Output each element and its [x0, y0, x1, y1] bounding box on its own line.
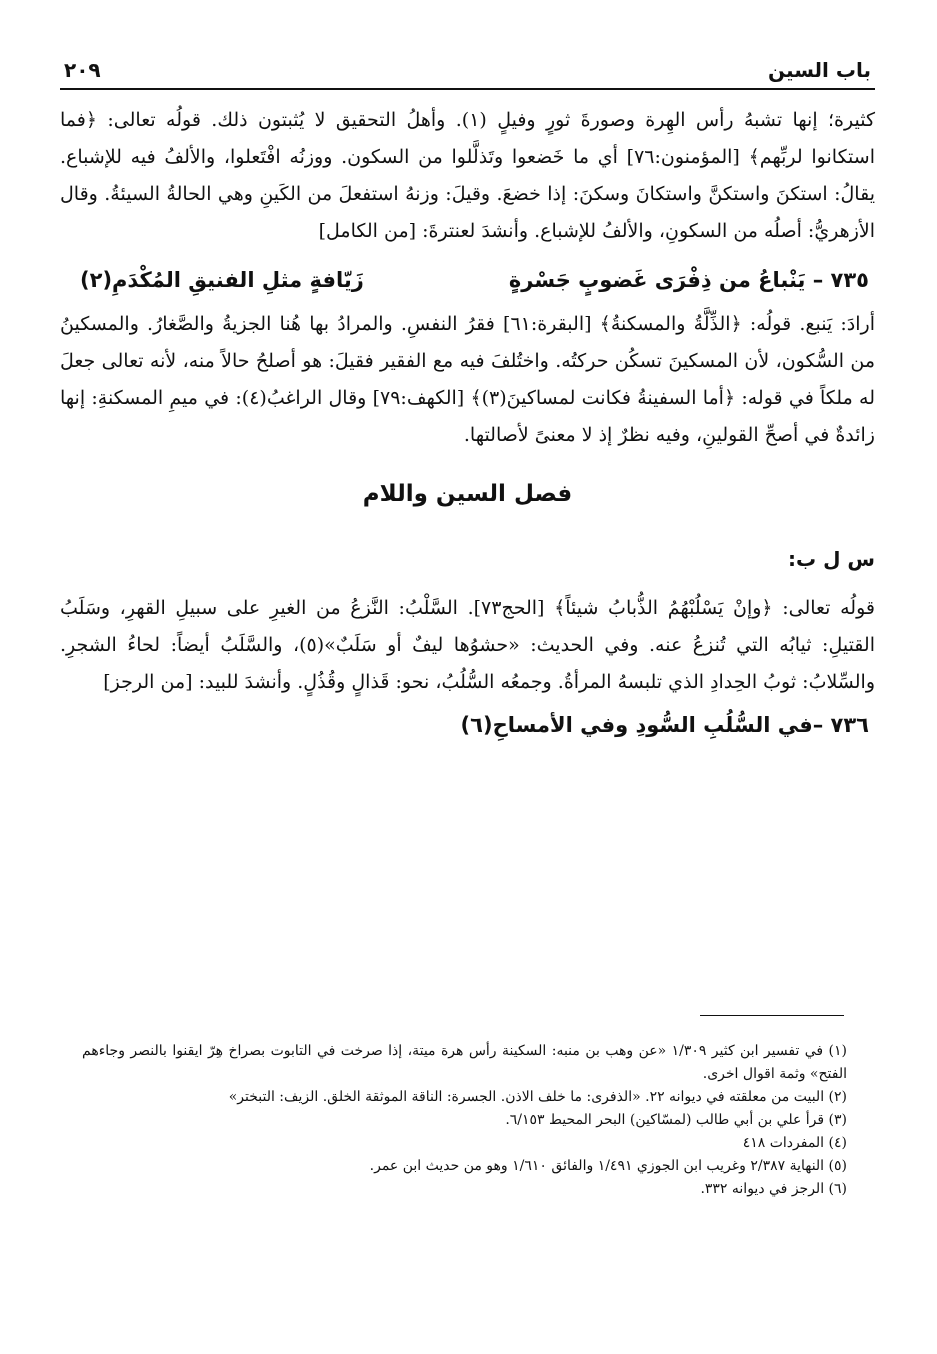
- verse-735-number: ٧٣٥ –: [812, 268, 869, 292]
- verse-736-text: في السُّلُبِ السُّودِ وفي الأمساحِ(٦): [460, 713, 813, 737]
- footnote-1: (١) في تفسير ابن كثير ١/٣٠٩ «عن وهب بن منبه: السكينة رأس هرة ميتة، إذا صرخت في التابوت بصراخ هِرّ ايقنوا بالنصر وجاءهم الفتح» وثمة اقوال اخرى.: [82, 1043, 847, 1082]
- verse-736: [80, 705, 869, 745]
- main-text: [60, 102, 875, 745]
- footnote-2: (٢) البيت من معلقته في ديوانه ٢٢. «الذفرى: ما خلف الاذن. الجسرة: الناقة الموثقة الخلق. الزيف: التبختر»: [228, 1089, 847, 1105]
- footnote-divider: [700, 1015, 844, 1016]
- paragraph-3: قولُه تعالى: ﴿وإنْ يَسْلُبْهُمُ الذُّبابُ شيئاً﴾ [الحج٧٣]. السَّلْبُ: النَّزعُ من الغيرِ على سبيلِ القهرِ، وسَلَبُ القتيلِ: ثيابُه التي تُنزعُ عنه. وفي الحديث: «حشوُها ليفٌ أو سَلَبٌ»(٥)، والسَّلَبُ أيضاً: لحاءُ الشجرِ. والسِّلابُ: ثوبُ الحِدادِ الذي تلبسهُ المرأةُ. وجمعُه السُّلُبُ، نحو: قَذالٍ وقُذُلٍ. وأنشدَ للبيد: [من الرجز]: [60, 597, 875, 693]
- paragraph-2: أرادَ: يَنبع. قولُه: ﴿الذِّلَّةُ والمسكنةُ﴾ [البقرة:٦١] فقرُ النفسِ. والمرادُ بها هُنا الجزيةُ والصَّغارُ. والمسكينُ من السُّكون، لأن المسكينَ تسكُن حركتُه. واختُلفَ فيه مع الفقير فقيلَ: هو أصلحُ حالاً منه، لأنه تعالى جعلَ له ملكاً في قوله: ﴿أما السفينةُ فكانت لمساكينَ(٣)﴾ [الكهف:٧٩] وقال الراغبُ(٤): في ميمِ المسكنةِ: إنها زائدةٌ في أصحِّ القولينِ، وفيه نظرٌ إذ لا معنىً لأصالتها.: [60, 313, 875, 446]
- page-header: [60, 52, 875, 90]
- root-heading: س ل ب:: [788, 547, 875, 571]
- verse-735-first-hemistich: [509, 260, 869, 300]
- verse-735-second-hemistich: زَيّافةٍ مثلِ الفنيقِ المُكْدَمِ(٢): [80, 268, 364, 292]
- page-number: ٢٠٩: [64, 58, 101, 82]
- section-title: فصل السين واللام: [362, 481, 573, 507]
- footnote-3: (٣) قرأ علي بن أبي طالب (لمسّاكين) البحر المحيط ٦/١٥٣.: [505, 1112, 847, 1128]
- page: [60, 52, 875, 751]
- verse-735-first-text: يَنْباعُ من ذِفْرَى غَضوبٍ جَسْرةٍ: [508, 268, 806, 292]
- footnote-4: (٤) المفردات ٤١٨: [742, 1135, 847, 1151]
- footnotes: [82, 1040, 847, 1201]
- paragraph-1: كثيرة؛ إنها تشبهُ رأس الهِرة وصورةَ ثورٍ وفيلٍ (١). وأهلُ التحقيق لا يُثبتون ذلك. قولُه تعالى: ﴿فما استكانوا لربِّهم﴾ [المؤمنون:٧٦] أي ما خَضعوا وتَذلَّلوا من السكون. ووزنُه افْتَعلوا، والألفُ فيه للإشباع. يقالُ: استكنَ واستكنَّ واستكانَ وسكنَ: إذا خضعَ. وقيلَ: وزنهُ استفعلَ من الكَينِ وهي الحالةُ السيئةُ. وقال الأزهريُّ: أصلُه من السكونِ، والألفُ للإشباع. وأنشدَ لعنترةَ: [من الكامل]: [60, 109, 875, 242]
- verse-736-number: ٧٣٦ –: [812, 713, 869, 737]
- chapter-title: باب السين: [768, 58, 871, 82]
- footnote-5: (٥) النهاية ٢/٣٨٧ وغريب ابن الجوزي ١/٤٩١ والفائق ١/٦١٠ وهو من حديث ابن عمر.: [369, 1158, 847, 1174]
- verse-735: [80, 260, 869, 300]
- footnote-6: (٦) الرجز في ديوانه ٣٣٢.: [700, 1181, 847, 1197]
